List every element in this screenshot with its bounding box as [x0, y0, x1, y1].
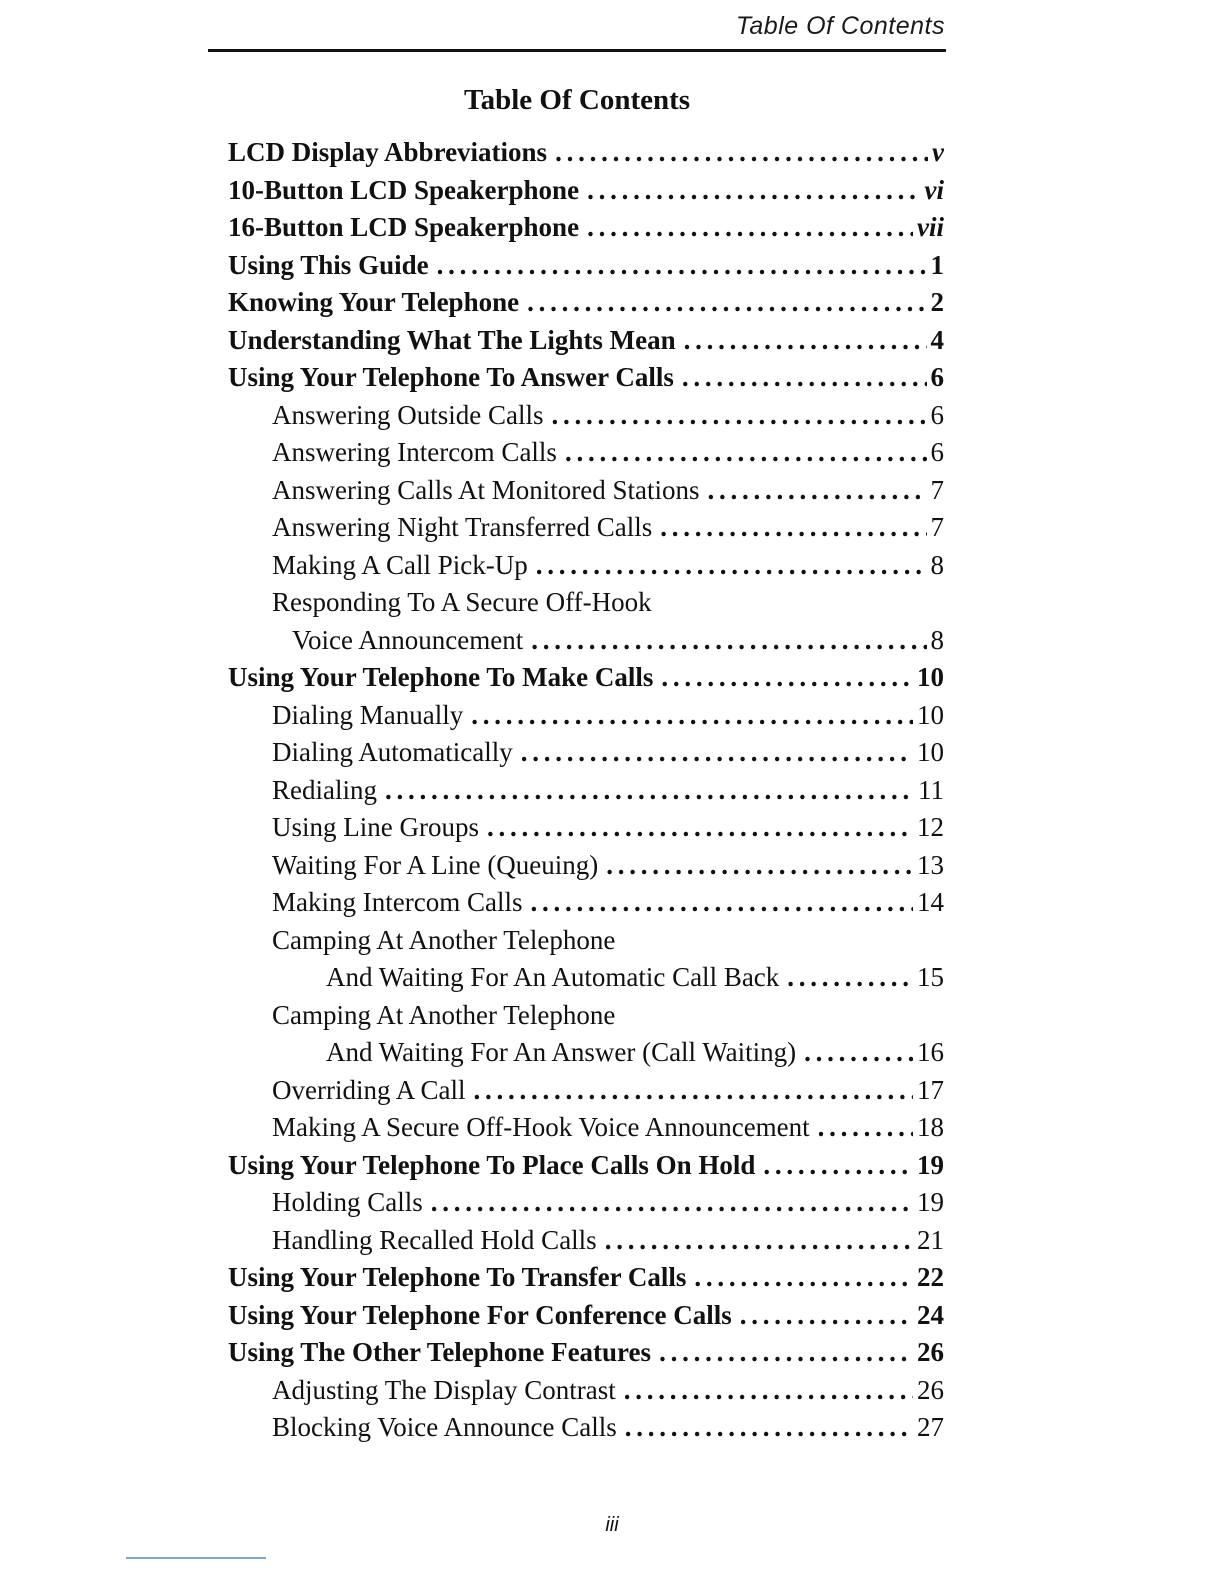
toc-entry-label: Making Intercom Calls	[272, 887, 523, 917]
dot-leader	[624, 1372, 913, 1410]
toc-entry-page: 22	[917, 1262, 944, 1292]
page-number: iii	[605, 1514, 619, 1536]
toc-entry-page: 10	[917, 662, 944, 692]
toc-entry-page: 6	[930, 437, 944, 467]
toc-entry-label: Understanding What The Lights Mean	[228, 324, 676, 355]
dot-leader	[661, 659, 913, 697]
dot-leader	[487, 809, 913, 847]
toc-entry-label: Voice Announcement	[292, 624, 524, 655]
toc-entry-page: 8	[930, 624, 944, 655]
dot-leader	[551, 397, 926, 435]
toc-entry-label: And Waiting For An Automatic Call Back	[326, 962, 780, 992]
toc-entry	[228, 547, 944, 585]
toc-entry-label: Using Your Telephone To Place Calls On Hold	[228, 1149, 756, 1180]
toc-entry-label: Using Your Telephone To Make Calls	[228, 662, 654, 692]
table-of-contents	[228, 134, 944, 1447]
toc-entry-label: Using Your Telephone To Answer Calls	[228, 362, 674, 392]
dot-leader	[536, 547, 927, 585]
dot-leader	[531, 622, 926, 660]
toc-entry-label: Using Line Groups	[272, 812, 479, 842]
toc-entry-page: 2	[930, 287, 944, 317]
toc-entry-label: LCD Display Abbreviations	[228, 137, 548, 167]
toc-entry-label: Using Your Telephone To Transfer Calls	[228, 1262, 687, 1292]
running-head: Table Of Contents	[735, 12, 945, 40]
toc-entry	[228, 959, 944, 997]
toc-entry-label: Handling Recalled Hold Calls	[272, 1224, 597, 1255]
toc-entry	[228, 622, 944, 660]
dot-leader	[659, 1334, 913, 1372]
toc-entry-page: v	[932, 137, 944, 167]
dot-leader	[694, 1259, 913, 1297]
toc-entry-page: 11	[918, 774, 944, 805]
toc-entry-page: 19	[917, 1187, 944, 1217]
toc-entry-page: 12	[917, 812, 944, 842]
toc-entry-label: 10-Button LCD Speakerphone	[228, 174, 580, 205]
header-rule	[208, 49, 946, 52]
toc-entry-label: Answering Calls At Monitored Stations	[272, 474, 700, 505]
page-title: Table Of Contents	[463, 84, 691, 116]
toc-entry	[228, 134, 944, 172]
toc-entry	[228, 1222, 944, 1260]
toc-entry-label: Making A Secure Off-Hook Voice Announcement	[272, 1112, 810, 1142]
toc-entry-label: Using Your Telephone For Conference Calls	[228, 1299, 732, 1330]
dot-leader	[385, 772, 914, 810]
toc-entry-label: Overriding A Call	[272, 1074, 466, 1105]
toc-entry-page: 8	[930, 549, 944, 580]
dot-leader	[740, 1297, 913, 1335]
toc-entry	[228, 1184, 944, 1222]
dot-leader	[660, 509, 926, 547]
toc-entry-page: vii	[917, 212, 944, 242]
toc-entry-label: Using The Other Telephone Features	[228, 1337, 652, 1367]
dot-leader	[605, 1222, 913, 1260]
dot-leader	[473, 1072, 913, 1110]
dot-leader	[565, 434, 927, 472]
toc-entry	[228, 922, 944, 960]
dot-leader	[625, 1409, 913, 1447]
toc-entry	[228, 397, 944, 435]
toc-entry	[228, 1147, 944, 1185]
toc-entry	[228, 1109, 944, 1147]
toc-entry	[228, 809, 944, 847]
toc-entry	[228, 1372, 944, 1410]
toc-entry	[228, 659, 944, 697]
toc-entry-label: Answering Outside Calls	[272, 399, 544, 430]
toc-entry	[228, 847, 944, 885]
toc-entry-page: vi	[924, 174, 944, 205]
toc-entry-label: 16-Button LCD Speakerphone	[228, 212, 580, 242]
toc-entry-page: 6	[930, 362, 944, 392]
toc-entry	[228, 322, 944, 360]
toc-entry-label: Knowing Your Telephone	[228, 287, 520, 317]
toc-entry-label: Waiting For A Line (Queuing)	[272, 849, 599, 880]
toc-entry	[228, 1334, 944, 1372]
toc-entry	[228, 247, 944, 285]
dot-leader	[471, 697, 913, 735]
toc-entry-label: Camping At Another Telephone	[272, 999, 616, 1030]
toc-entry	[228, 1259, 944, 1297]
toc-entry	[228, 359, 944, 397]
toc-entry-page: 17	[917, 1074, 944, 1105]
toc-entry-label: Making A Call Pick-Up	[272, 549, 528, 580]
toc-entry-page: 24	[917, 1299, 944, 1330]
dot-leader	[684, 322, 927, 360]
toc-entry-label: Holding Calls	[272, 1187, 423, 1217]
dot-leader	[708, 472, 927, 510]
toc-entry-label: Answering Intercom Calls	[272, 437, 557, 467]
toc-entry	[228, 1034, 944, 1072]
dot-leader	[437, 247, 927, 285]
dot-leader	[587, 209, 913, 247]
toc-entry-label: Redialing	[272, 774, 377, 805]
toc-entry-page: 16	[917, 1037, 944, 1067]
dot-leader	[818, 1109, 913, 1147]
toc-entry	[228, 997, 944, 1035]
toc-entry-label: Blocking Voice Announce Calls	[272, 1412, 617, 1442]
toc-entry-page: 15	[917, 962, 944, 992]
toc-entry-page: 7	[930, 512, 944, 542]
toc-entry-label: Dialing Manually	[272, 699, 464, 730]
toc-entry-page: 1	[930, 249, 944, 280]
dot-leader	[682, 359, 927, 397]
toc-entry-page: 26	[917, 1374, 944, 1405]
toc-entry-page: 10	[917, 737, 944, 767]
toc-entry-page: 14	[917, 887, 944, 917]
toc-entry-page: 10	[917, 699, 944, 730]
toc-entry-label: Using This Guide	[228, 249, 429, 280]
toc-entry	[228, 509, 944, 547]
dot-leader	[804, 1034, 913, 1072]
toc-entry	[228, 434, 944, 472]
toc-entry-page: 26	[917, 1337, 944, 1367]
toc-entry	[228, 1072, 944, 1110]
toc-entry	[228, 697, 944, 735]
toc-entry	[228, 734, 944, 772]
toc-entry	[228, 209, 944, 247]
toc-entry	[228, 284, 944, 322]
toc-entry-label: Camping At Another Telephone	[272, 924, 616, 955]
toc-entry-label: Responding To A Secure Off-Hook	[272, 587, 652, 617]
toc-entry	[228, 472, 944, 510]
toc-entry-page: 27	[917, 1412, 944, 1442]
dot-leader	[527, 284, 926, 322]
toc-entry-label: Dialing Automatically	[272, 737, 513, 767]
toc-entry-page: 4	[930, 324, 944, 355]
toc-entry-page: 19	[917, 1149, 944, 1180]
toc-entry	[228, 172, 944, 210]
toc-entry-label: Answering Night Transferred Calls	[272, 512, 653, 542]
corner-mark	[126, 1557, 266, 1559]
toc-entry-page: 7	[930, 474, 944, 505]
toc-entry	[228, 1409, 944, 1447]
toc-entry-label: And Waiting For An Answer (Call Waiting)	[326, 1037, 797, 1067]
dot-leader	[606, 847, 913, 885]
toc-entry-page: 6	[930, 399, 944, 430]
toc-entry-label: Adjusting The Display Contrast	[272, 1374, 616, 1405]
toc-entry	[228, 584, 944, 622]
toc-entry	[228, 884, 944, 922]
toc-entry-page: 21	[917, 1224, 944, 1255]
dot-leader	[431, 1184, 913, 1222]
dot-leader	[763, 1147, 913, 1185]
dot-leader	[587, 172, 920, 210]
dot-leader	[555, 134, 928, 172]
dot-leader	[530, 884, 913, 922]
toc-entry-page: 13	[917, 849, 944, 880]
dot-leader	[521, 734, 913, 772]
toc-entry-page: 18	[917, 1112, 944, 1142]
toc-entry	[228, 772, 944, 810]
toc-entry	[228, 1297, 944, 1335]
dot-leader	[787, 959, 913, 997]
